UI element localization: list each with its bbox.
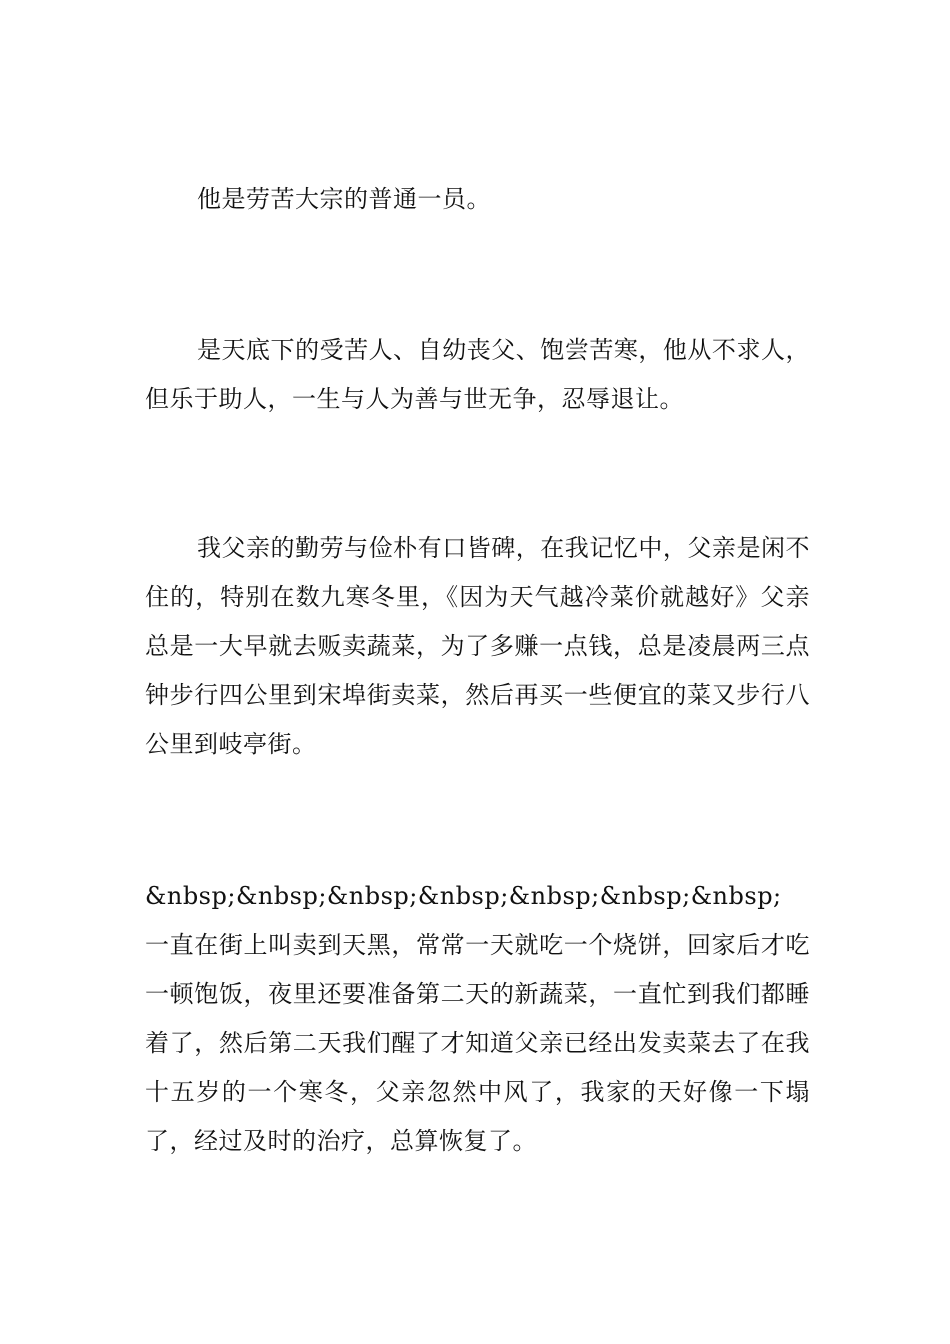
paragraph-1: 他是劳苦大宗的普通一员。 — [197, 185, 491, 213]
paragraph-2: 是天底下的受苦人、自幼丧父、饱尝苦寒，他从不求人，但乐于助人，一生与人为善与世无争，忍辱退让。 — [145, 336, 810, 413]
paragraph-4: &nbsp;&nbsp;&nbsp;&nbsp;&nbsp;&nbsp;&nbsp; 一直在街上叫卖到天黑，常常一天就吃一个烧饼，回家后才吃一顿饱饭，夜里还要准备第二天的新蔬菜，一直忙到我们都睡着了，然后第二天我们醒了才知道父亲已经出发卖菜去了在我十五岁的一个寒冬，父亲忽然中风了，我家的天好像一下塌了，经过及时的治疗，总算恢复了。 — [145, 882, 810, 1155]
paragraph-3: 我父亲的勤劳与俭朴有口皆碑，在我记忆中，父亲是闲不住的，特别在数九寒冬里，《因为天气越冷菜价就越好》父亲总是一大早就去贩卖蔬菜，为了多赚一点钱，总是凌晨两三点钟步行四公里到宋埠街卖菜，然后再买一些便宜的菜又步行八公里到岐亭街。 — [145, 534, 810, 758]
